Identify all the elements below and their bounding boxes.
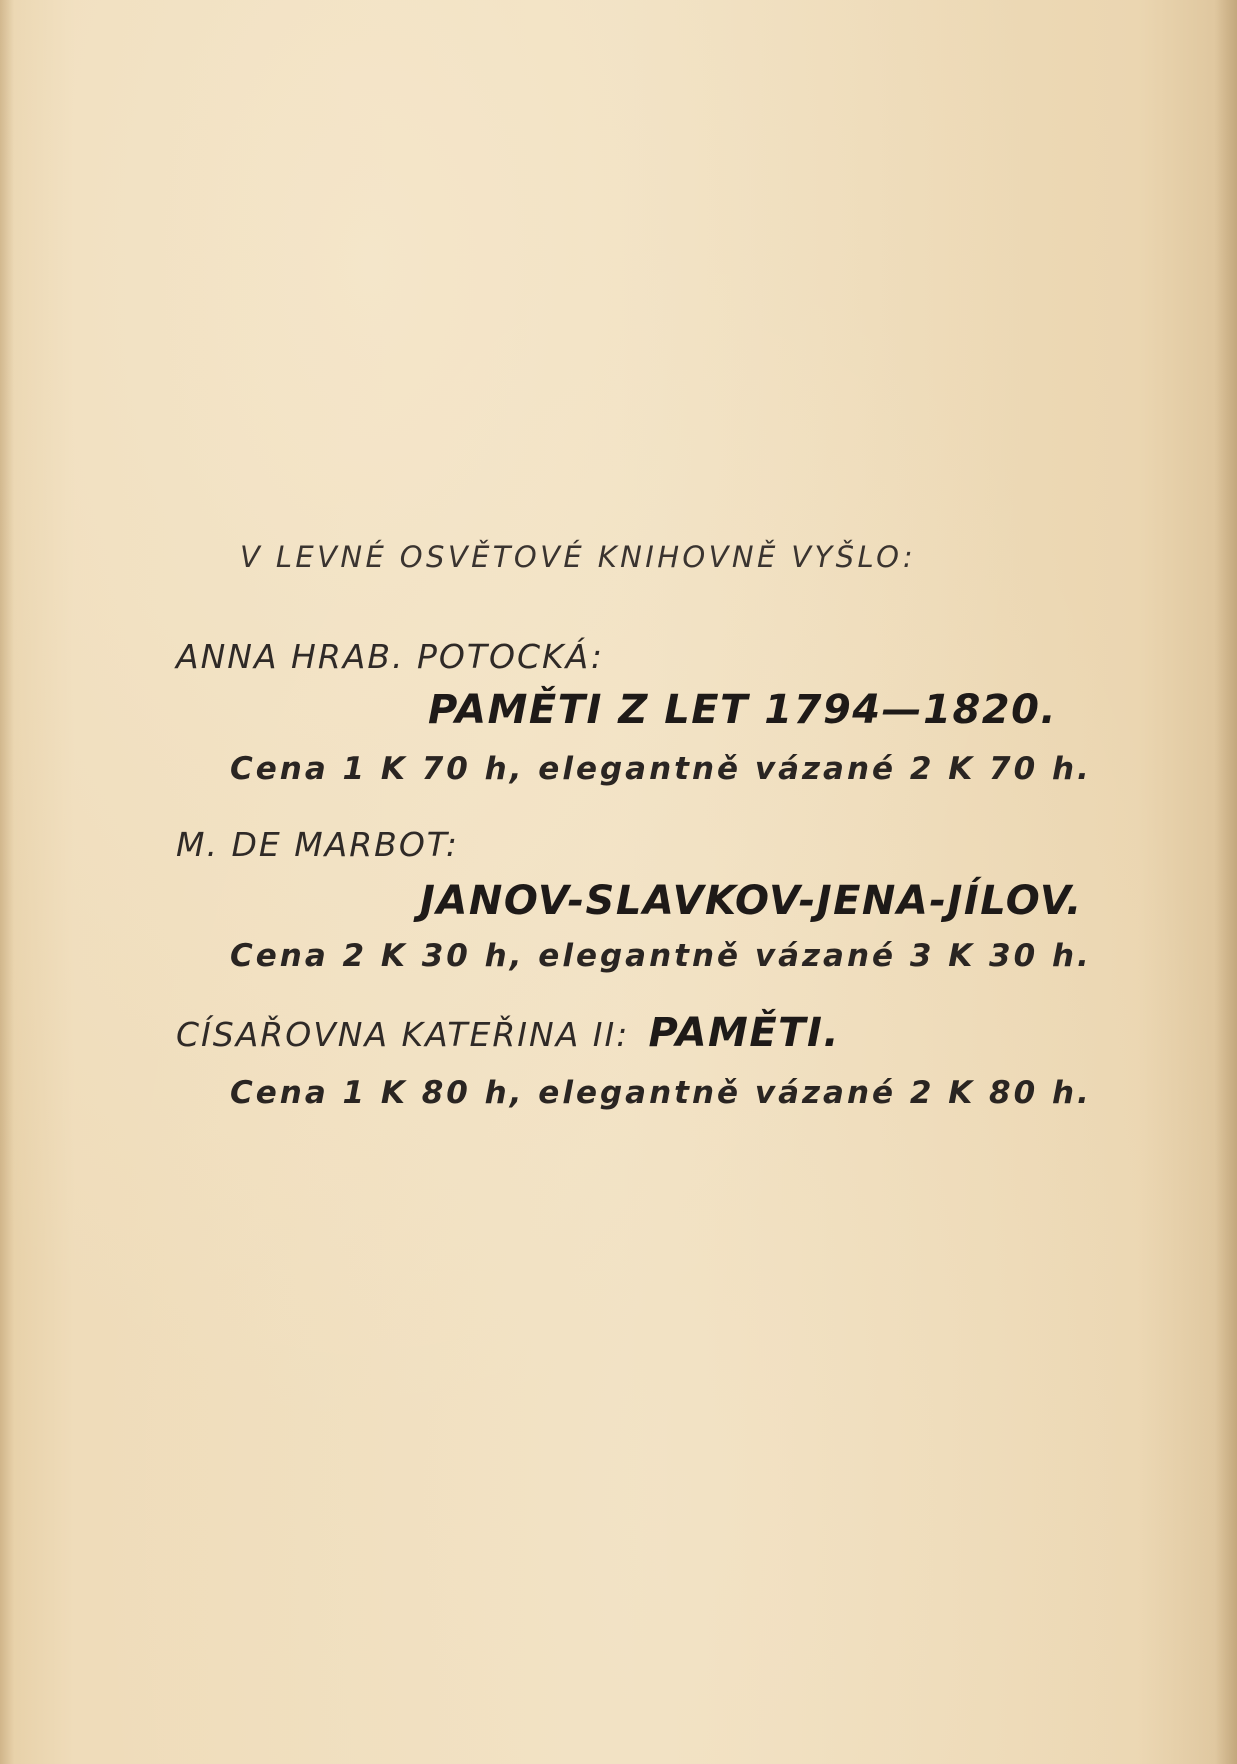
book-price: Cena 1 K 70 h, elegantně vázané 2 K 70 h. <box>230 751 1092 787</box>
book-entry-row <box>176 1010 840 1056</box>
book-author: ANNA HRAB. POTOCKÁ: <box>176 637 604 676</box>
page-edge-right <box>1215 0 1237 1764</box>
book-price: Cena 1 K 80 h, elegantně vázané 2 K 80 h. <box>230 1075 1092 1111</box>
book-price: Cena 2 K 30 h, elegantně vázané 3 K 30 h. <box>230 938 1092 974</box>
page-edge-left <box>0 0 14 1764</box>
book-author: M. DE MARBOT: <box>176 825 460 864</box>
page-heading: V LEVNÉ OSVĚTOVÉ KNIHOVNĚ VYŠLO: <box>240 540 917 574</box>
book-author: CÍSAŘOVNA KATEŘINA II: <box>176 1015 630 1054</box>
book-title: PAMĚTI. <box>648 1010 841 1056</box>
book-title: JANOV-SLAVKOV-JENA-JÍLOV. <box>420 878 1083 924</box>
book-title: PAMĚTI Z LET 1794—1820. <box>428 687 1058 733</box>
